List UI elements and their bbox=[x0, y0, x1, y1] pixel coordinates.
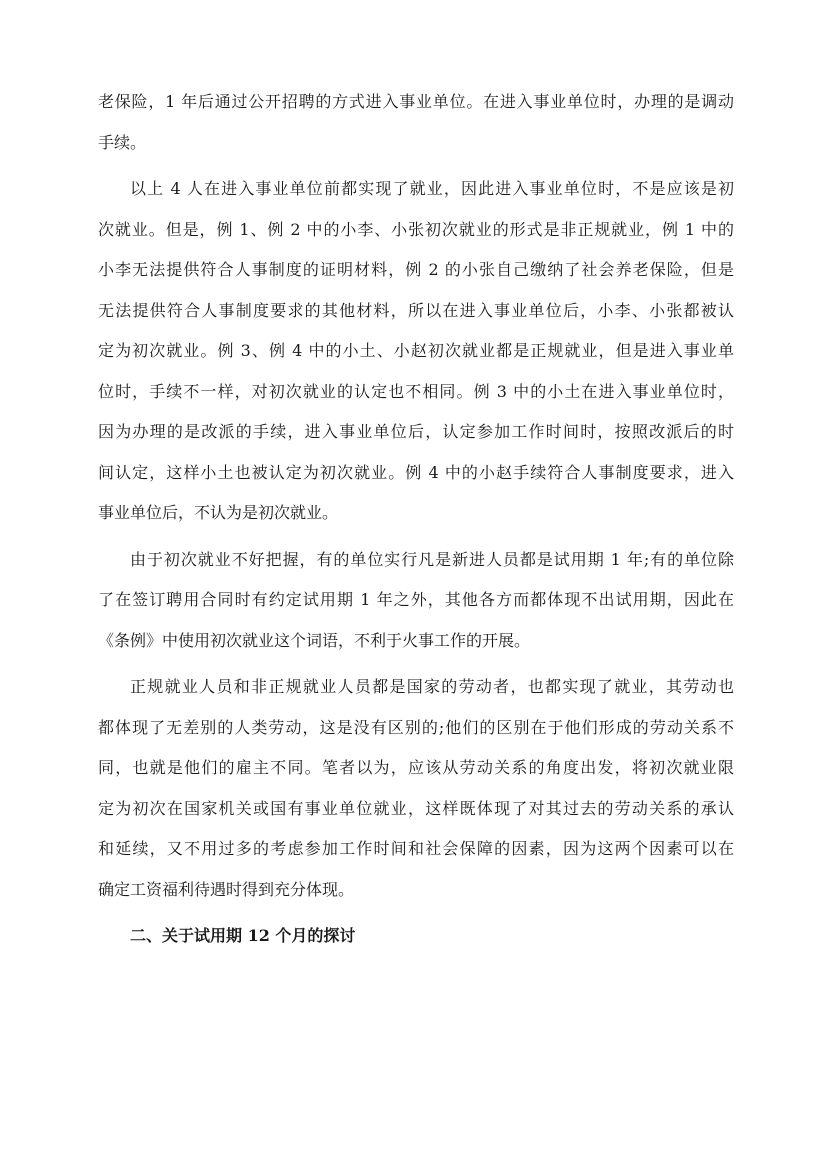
text-line: 《条例》中使用初次就业这个词语，不利于火事工作的开展。 bbox=[98, 630, 531, 650]
text-line: 都体现了无差别的人类劳动，这是没有区别的;他们的区别在于他们形成的劳动关系不 bbox=[98, 717, 734, 737]
text-line: 老保险，1 年后通过公开招聘的方式进入事业单位。在进入事业单位时，办理的是调动 bbox=[98, 92, 734, 111]
text-line: 由于初次就业不好把握，有的单位实行凡是新进人员都是试用期 1 年;有的单位除 bbox=[130, 549, 734, 569]
text-line: 事业单位后，不认为是初次就业。 bbox=[98, 503, 339, 522]
document-page bbox=[98, 88, 734, 950]
text-line: 和延续，又不用过多的考虑参加工作时间和社会保障的因素，因为这两个因素可以在 bbox=[98, 839, 734, 858]
paragraph bbox=[98, 88, 734, 169]
text-line: 手续。 bbox=[98, 132, 147, 152]
text-line: 次就业。但是，例 1、例 2 中的小李、小张初次就业的形式是非正规就业，例 1 中的 bbox=[98, 219, 734, 239]
text-line: 位时，手续不一样，对初次就业的认定也不相同。例 3 中的小土在进入事业单位时， bbox=[98, 381, 734, 401]
paragraph bbox=[98, 175, 734, 540]
text-line: 正规就业人员和非正规就业人员都是国家的劳动者，也都实现了就业，其劳动也 bbox=[130, 677, 734, 696]
text-line: 定为初次在国家机关或国有事业单位就业，这样既体现了对其过去的劳动关系的承认 bbox=[98, 798, 734, 818]
section-heading: 二、关于试用期 12 个月的探讨 bbox=[130, 926, 356, 945]
text-line: 小李无法提供符合人事制度的证明材料，例 2 的小张自己缴纳了社会养老保险，但是 bbox=[98, 260, 734, 279]
text-line: 以上 4 人在进入事业单位前都实现了就业，因此进入事业单位时，不是应该是初 bbox=[130, 179, 734, 198]
text-line: 无法提供符合人事制度要求的其他材料，所以在进入事业单位后，小李、小张都被认 bbox=[98, 300, 734, 320]
text-line: 确定工资福利待遇时得到充分体现。 bbox=[98, 879, 355, 899]
text-line: 了在签订聘用合同时有约定试用期 1 年之外，其他各方而都体现不出试用期，因此在 bbox=[98, 590, 734, 609]
text-line: 同，也就是他们的雇主不同。笔者以为，应该从劳动关系的角度出发，将初次就业限 bbox=[98, 758, 734, 777]
paragraph bbox=[98, 546, 734, 668]
paragraph bbox=[98, 673, 734, 916]
text-line: 因为办理的是改派的手续，进入事业单位后，认定参加工作时间时，按照改派后的时 bbox=[98, 422, 734, 441]
text-line: 间认定，这样小土也被认定为初次就业。例 4 中的小赵手续符合人事制度要求，进入 bbox=[98, 462, 734, 482]
text-line: 定为初次就业。例 3、例 4 中的小土、小赵初次就业都是正规就业，但是进入事业单 bbox=[98, 341, 734, 360]
